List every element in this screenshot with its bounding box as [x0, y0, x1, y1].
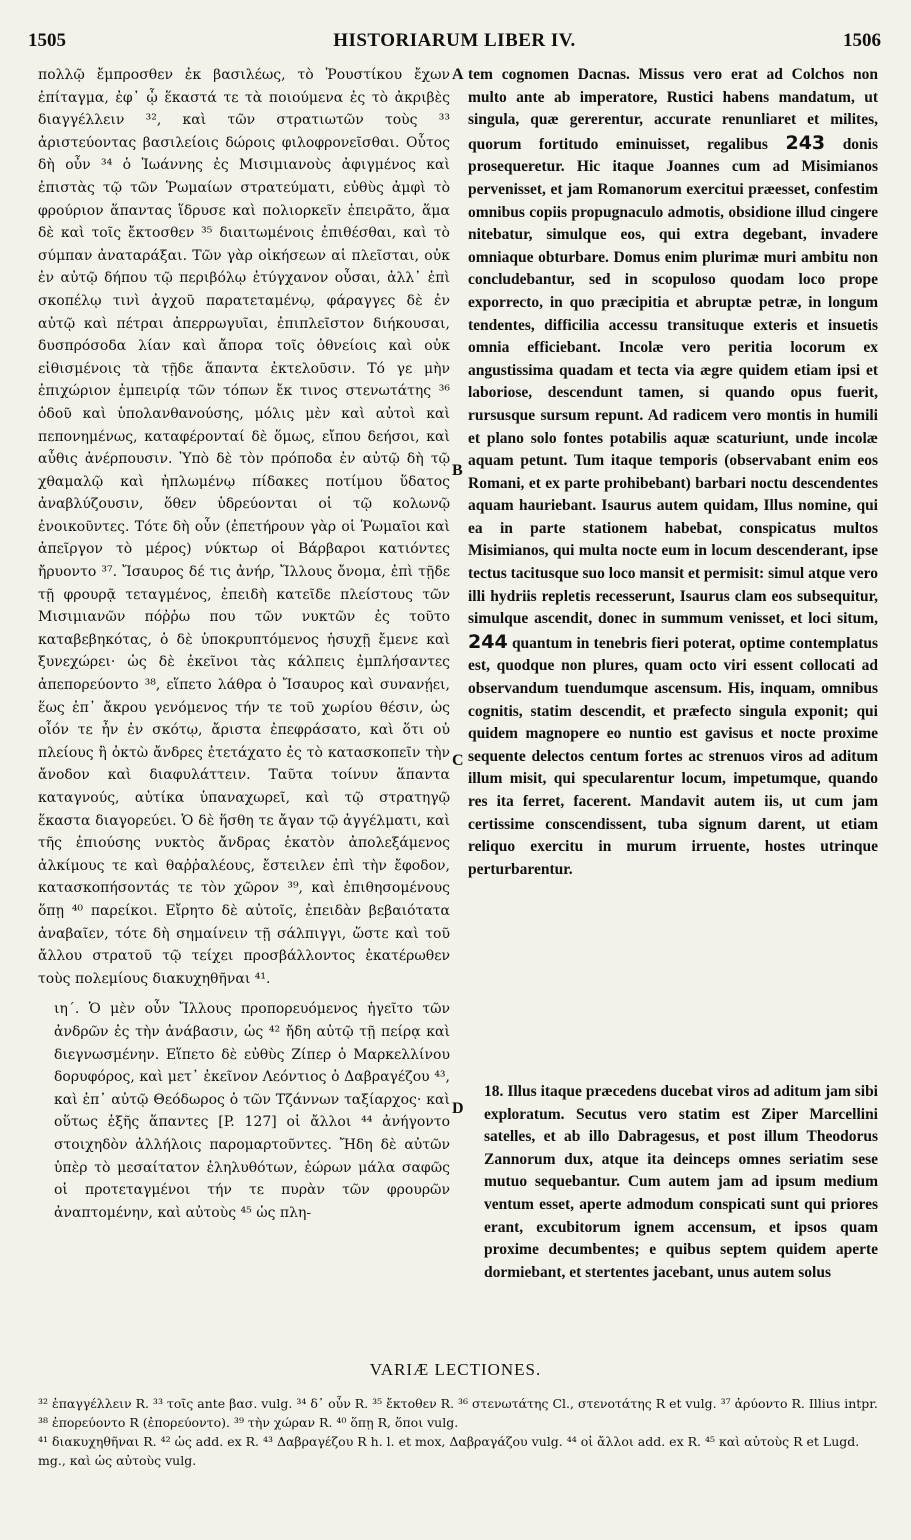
greek-paragraph-1: πολλῷ ἔμπροσθεν ἐκ βασιλέως, τὸ Ῥουστίκου ἔχων ἐπίταγμα, ἐφ᾽ ᾧ ἕκαστά τε τὰ ποιούμενα ἐς τὸ ἀκριβὲς διαγγέλλειν ³², καὶ τῶν στρατιωτῶν τοὺς ³³ ἀριστεύοντας βασιλείοις δώροις φιλοφρονεῖσθαι. Οὗτος δὴ οὖν ³⁴ ὁ Ἰωάννης ἐς Μισιμιανοὺς ἀφιγμένος καὶ ἐπιστὰς τῷ τῶν Ῥωμαίων στρατεύματι, εὐθὺς ἀμφὶ τὸ φρούριον ἅπαντας ἵδρυσε καὶ πολιορκεῖν ἐπειρᾶτο, ἅμα δὲ καὶ τοῖς ἔκτοσθεν ³⁵ διαιτωμένοις ἐπιθέσθαι, καὶ τὸ σύμπαν ἀναταράξαι. Τῶν γὰρ οἰκήσεων αἱ πλεῖσται, οὐκ ἐν αὐτῷ δήπου τῷ περιβόλῳ ἐτύγχανον οὖσαι, ἀλλ᾽ ἐπὶ σκοπέλῳ τινὶ ἀγχοῦ παρατεταμένῳ, φάραγγες δὲ ἐν αὐτῷ καὶ πέτραι ἀπερρωγυῖαι, ἐπιπλεῖστον διήκουσαι, δυσπρόσοδα λίαν καὶ ἄπορα τοῖς ὀθνείοις καὶ οὐκ εἰθισμένοις τὰ τῇδε ἅπαντα ἐκτελοῦσιν. Τό γε μὴν ἐπιχώριον ἐμπειρίᾳ τῶν τόπων ἔκ τινος στενωτάτης ³⁶ ὁδοῦ καὶ ὑπολανθανούσης, μόλις μὲν καὶ αὐτοὶ καὶ πεπονημένως, καταφέρονταί δὲ ὅμως, εἴπου δεήσοι, καὶ αὖθις ἀνέρπουσιν. Ὑπὸ δὲ τὸν πρόποδα ἐν αὐτῷ δὴ τῷ χθαμαλῷ καὶ ἠπλωμένῳ πίδακες ποτίμου ὕδατος ἀναβλύζουσιν, ὅθεν ὑδρεύονται οἱ τῷ κολωνῷ ἐνοικοῦντες. Τότε δὴ οὖν (ἐπετήρουν γὰρ οἱ Ῥωμαῖοι καὶ ἀπεῖργον τὸ μέρος) νύκτωρ οἱ Βάρβαροι κατιόντες ἤρυοντο ³⁷. Ἴσαυρος δέ τις ἀνήρ, Ἴλλους ὄνομα, ἐπὶ τῇδε τῇ φρουρᾷ τεταγμένος, ἐπειδὴ κατεῖδε πλείστους τῶν Μισιμιανῶν πόῤῥω που τῶν νυκτῶν ἐς τοῦτο καταβεβηκότας, ὁ δὲ ὑποκρυπτόμενος ἡσυχῇ ἔμενε καὶ ξυνεχώρει· ὡς δὲ ἐκεῖνοι τὰς κάλπεις ἐμπλήσαντες ἀπεπορεύοντο ³⁸, εἵπετο λάθρα ὁ Ἴσαυρος καὶ συνανῄει, ἕως ἐπ᾽ ἄκρου γενόμενος τήν τε τοῦ χωρίου θέσιν, ὡς οἷόν τε ἦν ἐν σκότῳ, ἄριστα ἐπεφράσατο, καὶ ὅτι οὐ πλείους ἢ ὀκτὼ ἄνδρες ἐτετάχατο ἐς τὸ κατασκοπεῖν τὴν ἄνοδον καὶ διαφυλάττειν. Ταῦτα τοίνυν ἅπαντα καταγνούς, αὐτίκα ὑπαναχωρεῖ, καὶ τῷ στρατηγῷ ἕκαστα διαγορεύει. Ὁ δὲ ἥσθη τε ἄγαν τῷ ἀγγέλματι, καὶ τῆς ἐπιούσης νυκτὸς ἄνδρας ἑκατὸν ἀπολεξάμενος ἀλκίμους τε καὶ θαῤῥαλέους, ἔστειλεν ἐπὶ τὴν ἔφοδον, κατασκοπήσοντάς τε τὸν χῶρον ³⁹, καὶ ἐπιθησομένους ὅπῃ ⁴⁰ παρείκοι. Εἴρητο δὲ αὐτοῖς, ἐπειδὰν βεβαιότατα ἀναβαῖεν, τότε δὴ σημαίνειν τῇ σάλπιγγι, ὥστε καὶ τοῦ ἄλλου στρατοῦ τῷ τείχει προσβάλλοντος ἑκατέρωθεν τοὺς πολεμίους διακυχηθῆναι ⁴¹.: [38, 67, 450, 987]
variae-lectiones-heading: VARIÆ LECTIONES.: [369, 1360, 542, 1379]
running-title: HISTORIARUM LIBER IV.: [333, 30, 576, 51]
latin-text-1b: donis prosequeretur. Hic itaque Joannes cum ad Misimianos pervenisset, et jam Romanorum exercitui præesset, confestim omnibus copiis propugnaculo admotis, obsidione illud cingere nitebatur, simulque eos, qui extra degebant, invadere omniaque obturbare. Domus enim plurimæ muri ambitu non concludebantur, sed in scopuloso quodam loco prope exporrecto, in quo præcipitia et abruptæ petræ, in longum tendentes, difficilia accessu transituque exteris et insuetis omnia efficiebant. Incolæ vero peritia locorum ex angustissima quadam et tecta via ægre quidem etiam ipsi et laboriose, descendunt tamen, si quando opus fuerit, rursusque sursum repunt. Ad radicem vero montis in humili et plano solo fontes potabilis aquæ scaturiunt, unde incolæ aquam petunt. Tum itaque temporis (observabant enim eos Romani, et ex parte prohibebant) barbari noctu descendentes aquam hauriebant. Isaurus autem quidam, Illus nomine, qui ea in parte stationem habebat, conspicatus multos Misimianos, qui multa nocte eum in locum descenderant, ipse tectus tacitusque suo loco mansit et permisit: simul atque vero illi hydriis repletis recesserunt, Isaurus clam eos subsequitur, simulque ascendit, donec in summum venisset, et loci situm,: [468, 135, 879, 628]
latin-text-1c: quantum in tenebris fieri poterat, optime contemplatus est, quodque non plures, quam octo viri essent collocati ad observandum tuendumque ascensum. His, inquam, omnibus cognitis, statim descendit, et præfecto singula exponit; qui quidem magnopere eo nuntio est gavisus et nocte proxime sequente delectos centum fortes ac strenuos viros ad aditum illum misit, qui specularentur locum, impetumque, quando res ita ferret, facerent. Mandavit autem iis, ut cum jam certissime conscendissent, tuba signum darent, ut etiam reliquo exercitu in murum irruente, hostes utrinque perturbarentur.: [468, 634, 879, 878]
margin-letter-c: C: [452, 752, 464, 769]
margin-letter-d: D: [452, 1100, 464, 1117]
latin-paragraph-1: [468, 64, 878, 881]
page-header: [28, 30, 881, 64]
latin-column: [468, 64, 878, 881]
latin-paragraph-18: 18. Illus itaque præcedens ducebat viros ad aditum jam sibi exploratum. Secutus vero statim est Ziper Marcellini satelles, et ab illo Dabragesus, et post illum Theodorus Zannorum dux, atque ita deinceps omnes seriatim sese mutuo sequebantur. Cum autem jam ad ipsum medium ventum esset, aperte admodum conspicati sunt qui priores erant, excubitorum ignem accensum, et ipsos quam proxime decumbentes; e quibus septem quidem aperte dormiebant, et stertentes jacebant, unus autem solus: [484, 1083, 878, 1281]
variae-line-2: ⁴¹ διακυχηθῆναι R. ⁴² ὡς add. ex R. ⁴³ Δαβραγέζου R h. l. et mox, Δαβραγάζου vulg. ⁴⁴ οἱ ἄλλοι add. ex R. ⁴⁵ καὶ αὐτοὺς R et Lugd. mg., καὶ ὡς αὐτοὺς vulg.: [38, 1434, 860, 1468]
variae-lectiones-notes: [38, 1394, 878, 1470]
greek-column: [38, 64, 450, 1224]
page-number-right: 1506: [843, 30, 881, 51]
latin-text-1a: tem cognomen Dacnas. Missus vero erat ad Colchos non multo ante ab imperatore, Rustici habens mandatum, ut singula, quæ gererentur, accurate renunliaret et milites, quorum fortitudo eminuisset, regalibus: [468, 66, 878, 153]
page-number-left: 1505: [28, 30, 66, 51]
latin-column-section-18: [468, 1081, 878, 1284]
page-marker-244: 244: [468, 630, 508, 653]
variae-line-1: ³² ἐπαγγέλλειν R. ³³ τοῖς ante βασ. vulg. ³⁴ δ᾽ οὖν R. ³⁵ ἔκτοθεν R. ³⁶ στενωτάτης Cl., στενοτάτης R et vulg. ³⁷ ἀρύοντο R. Illius intpr. ³⁸ ἐπορεύοντο R (ἐπορεύοντο). ³⁹ τὴν χώραν R. ⁴⁰ ὅπῃ R, ὅποι vulg.: [38, 1396, 878, 1430]
margin-letter-a: A: [452, 66, 464, 83]
page-marker-243: 243: [785, 131, 826, 154]
margin-letter-b: B: [452, 462, 463, 479]
greek-paragraph-18: ιη΄. Ὁ μὲν οὖν Ἴλλους προπορευόμενος ἡγεῖτο τῶν ἀνδρῶν ἐς τὴν ἀνάβασιν, ὡς ⁴² ἤδη αὐτῷ τῇ πείρᾳ καὶ διεγνωσμένην. Εἵπετο δὲ εὐθὺς Ζίπερ ὁ Μαρκελλίνου δορυφόρος, καὶ μετ᾽ ἐκεῖνον Λεόντιος ὁ Δαβραγέζου ⁴³, καὶ ἐπ᾽ αὐτῷ Θεόδωρος ὁ τῶν Τζάννων ταξίαρχος· καὶ οὕτως ἑξῆς ἅπαντες [P. 127] οἱ ἄλλοι ⁴⁴ ἀνήγοντο στοιχηδὸν ἀλλήλοις παρομαρτοῦντες. Ἤδη δὲ αὐτῶν ὑπὲρ τὸ μεσαίτατον ἐληλυθότων, ἑώρων μάλα σαφῶς οἱ προτεταγμένοι τήν τε πυρὰν τῶν φρουρῶν ἀναπτομένην, καὶ αὐτοὺς ⁴⁵ ὡς πλη-: [54, 1001, 450, 1221]
